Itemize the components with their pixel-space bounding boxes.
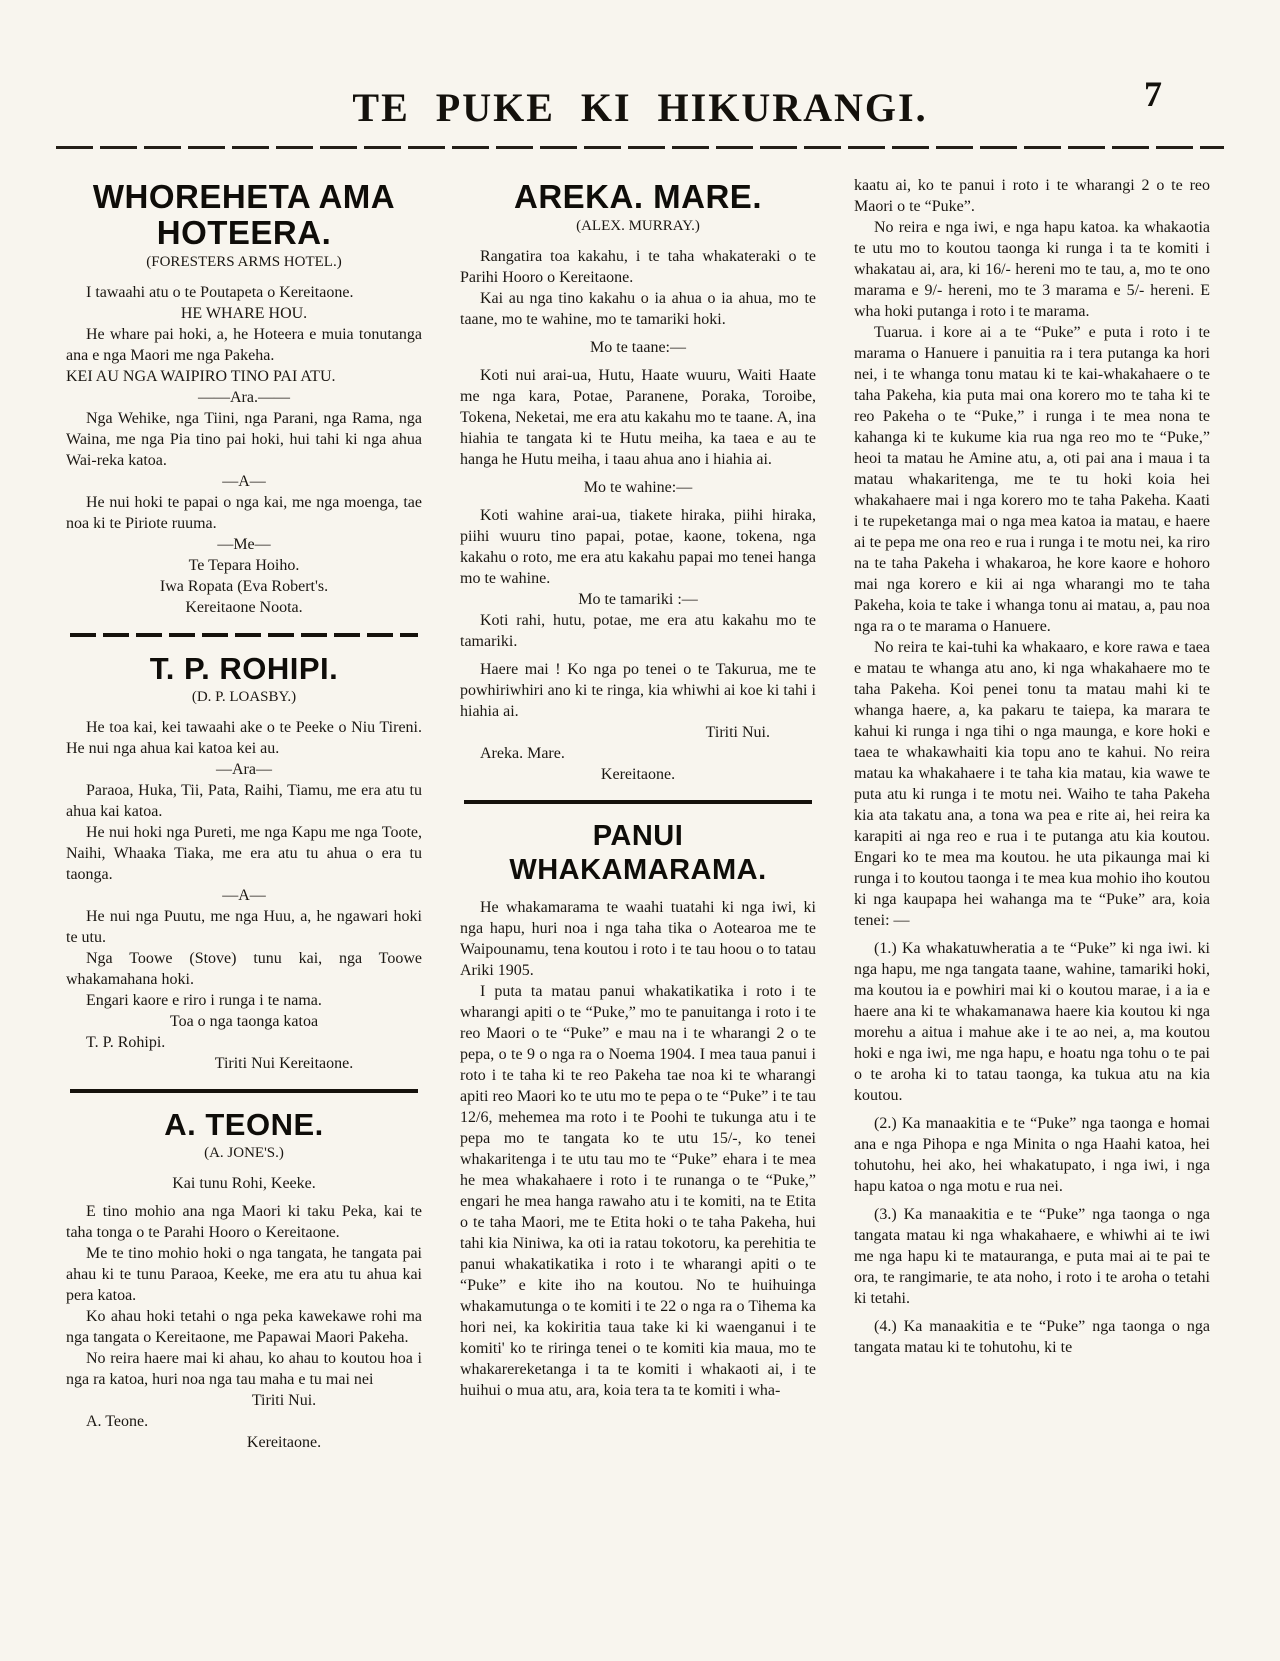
section-dash-label: —A— (222, 887, 266, 904)
paragraph: KEI AU NGA WAIPIRO TINO PAI ATU. (66, 368, 336, 385)
numbered-paragraph: (1.) Ka whakatuwheratia a te “Puke” ki nga iwi. ki nga hapu, me nga tangata taane, wahine, tamariki hoki, ma koutou ia e powhiri mai ki o koutou marae, i a ia e haere ana ki te whakamanawa haere kia koutou ki nga morehu a aitua i mahue ake i te ao nei, a, ma koutou hoki e nga iwi, me nga hapu, e hoatu nga tohu o te pai o te aroha ki to tatau taonga, ka tukua atu na kia koutou. (854, 940, 1210, 1104)
paragraph: He nui hoki te papai o nga kai, me nga moenga, tae noa ki te Piriote ruuma. (66, 494, 422, 532)
divider-rule (70, 1089, 418, 1093)
signature-line: A. Teone. (86, 1413, 149, 1430)
paragraph: I tawaahi atu o te Poutapeta o Kereitaone. (86, 284, 354, 301)
paragraph: Nga Toowe (Stove) tunu kai, nga Toowe whakamahana hoki. (66, 950, 422, 988)
divider-rule (70, 633, 418, 637)
column-1 (66, 175, 422, 1453)
signature-line: Iwa Ropata (Eva Robert's. (159, 578, 329, 595)
article-title (66, 179, 422, 251)
signature-line: Te Tepara Hoiho. (188, 557, 300, 574)
page-number: 7 (1144, 74, 1162, 114)
paragraph: Me te tino mohio hoki o nga tangata, he tangata pai ahau ki te tunu Paraoa, Keeke, me era atu tu ahua kai pera katoa. (66, 1245, 422, 1304)
paragraph: He toa kai, kei tawaahi ake o te Peeke o Niu Tireni. He nui nga ahua kai katoa kei au. (66, 719, 422, 757)
article-areka-mare (460, 179, 816, 785)
paragraph: Rangatira toa kakahu, i te taha whakateraki o te Parihi Hooro o Kereitaone. (460, 248, 816, 286)
paragraph: He nui nga Puutu, me nga Huu, a, he ngawari hoki te utu. (66, 908, 422, 946)
column-3 (854, 175, 1210, 1358)
article-subtitle: (A. JONE'S.) (204, 1145, 284, 1161)
signature-line: Tiriti Nui. (251, 1392, 317, 1409)
masthead-title: TE PUKE KI HIKURANGI. (352, 85, 928, 130)
paragraph: Koti rahi, hutu, potae, me era atu kakahu mo te tamariki. (460, 612, 816, 650)
paragraph: He nui hoki nga Pureti, me nga Kapu me nga Toote, Naihi, Whaaka Tiaka, me era atu tu ahua o era tu taonga. (66, 824, 422, 883)
paragraph: Kai au nga tino kakahu o ia ahua o ia ahua, mo te taane, mo te wahine, mo te tamariki hoki. (460, 290, 816, 328)
signature-line: Kereitaone. (600, 766, 676, 783)
article-title: AREKA. MARE. (513, 178, 762, 215)
masthead (0, 0, 1280, 146)
article-foresters-arms-hotel (66, 179, 422, 618)
section-dash-label: ——Ara.—— (198, 389, 290, 406)
article-panui-whakamarama (460, 819, 816, 1401)
section-dash-label: —Ara— (216, 761, 272, 778)
section-dash-label: —A— (222, 473, 266, 490)
paragraph: kaatu ai, ko te panui i roto i te wharangi 2 o te reo Maori o te “Puke”. (854, 177, 1210, 215)
paragraph: Koti nui arai-ua, Hutu, Haate wuuru, Waiti Haate me nga kara, Potae, Paranene, Poraka, Toroibe, Tokena, Neketai, me era atu kakahu mo te taane. A, ina hiahia te tangata ki te Hutu meiha, ka taea e au te hanga he Hutu meiha, i taau ahua ano i hiahia ai. (460, 367, 816, 468)
numbered-paragraph: (3.) Ka manaakitia e te “Puke” nga taonga o nga tangata matau ki nga whakahaere, e whiwhi ai te iwi me nga hapu ki te matauranga, e puta mai ai te pai te ora, te rangimarie, te ata noho, i roto i te aroha o tetahi ki tetahi. (854, 1206, 1210, 1307)
paragraph: No reira haere mai ki ahau, ko ahau to koutou hoa i nga ra katoa, huri noa nga tau maha e tu mai nei (66, 1350, 422, 1388)
article-subtitle: (D. P. LOASBY.) (191, 689, 297, 705)
paragraph: Kai tunu Rohi, Keeke. (172, 1175, 316, 1192)
article-title: PANUI WHAKAMARAMA. (509, 820, 767, 886)
signature-line: Kereitaone. (246, 1434, 322, 1451)
article-t-p-rohipi (66, 652, 422, 1074)
paragraph: HE WHARE HOU. (180, 305, 308, 322)
paragraph: E tino mohio ana nga Maori ki taku Peka, kai te taha tonga o te Parahi Hooro o Kereitaone. (66, 1203, 422, 1241)
paragraph: No reira e nga iwi, e nga hapu katoa. ka whakaotia te utu mo to koutou taonga ki runga i ta te komiti i whakatau ai, ara, ki 16/- hereni mo te tau, a, mo te ono marama e 9/- hereni, mo te 3 marama e 5/- hereni. E wha hoki putanga i roto i te marama. (854, 219, 1210, 320)
signature-line: T. P. Rohipi. (86, 1034, 166, 1051)
article-title-line: HOTEERA. (156, 214, 332, 251)
signature-line: Tiriti Nui Kereitaone. (214, 1055, 354, 1072)
article-title-line: WHOREHETA AMA (92, 178, 396, 215)
paragraph: No reira te kai-tuhi ka whakaaro, e kore rawa e taea e matau te whanga atu ano, ki nga whakahaere mo te taha Pakeha. Koi penei tonu ta matau mahi ki te whanga haere, a, ka pakaru te taiepa, ka marara te kahui ki runga i nga tihi o nga maunga, e kore hoki e taea te whakawhaiti kia topu ano te kahui. No reira matau ka whakahaere i te taha kia matau, kia wawe te puta atu ki runga i te motu nei. Waiho te taha Pakeha kia ata takatu ana, a tona wa pea e rite ai, hei reira ka karapiti ai nga reo e rua i te putanga atu kia koutou. Engari ko te mea ma koutou. he uta pikaunga mai ki runga i to koutou taonga i te mea kua mohio iho koutou ki nga kaupapa hei wahanga ma te “Puke” ara, koia tenei: — (854, 639, 1210, 929)
article-subtitle: (FORESTERS ARMS HOTEL.) (146, 254, 342, 270)
article-a-teone (66, 1108, 422, 1453)
paragraph: He whare pai hoki, a, he Hoteera e muia tonutanga ana e nga Maori me nga Pakeha. (66, 326, 422, 364)
section-dash-label: —Me— (217, 536, 271, 553)
signature-line: Toa o nga taonga katoa (169, 1013, 319, 1030)
paragraph: Paraoa, Huka, Tii, Pata, Raihi, Tiamu, me era atu tu ahua kai katoa. (66, 782, 422, 820)
article-title: T. P. ROHIPI. (149, 651, 339, 686)
paragraph: Nga Wehike, nga Tiini, nga Parani, nga Rama, nga Waina, me nga Pia tino pai hoki, hui tahi ki nga ahua Wai-reka katoa. (66, 410, 422, 469)
section-label: Mo te taane:— (590, 339, 686, 356)
signature-line: Kereitaone Noota. (185, 599, 303, 616)
article-subtitle: (ALEX. MURRAY.) (576, 218, 700, 234)
paragraph: Haere mai ! Ko nga po tenei o te Takurua, me te powhiriwhiri ano ki te ringa, kia whiwhi ai koe ki tahi i hiahia ai. (460, 661, 816, 720)
paragraph: Tuarua. i kore ai a te “Puke” e puta i roto i te marama o Hanuere i panuitia ra i tera putanga ka hori nei, i te whanga tonu matau ki te kai-whakahaere o te taha Pakeha, kia puta mai ona korero mo te taha ki te reo Pakeha o te “Puke,” i runga i te mea nona te kahanga ki te kukume kia rua nga reo mo te “Puke,” heoi ta matau he Amine atu, a, oti pai ana i maua i ta matau whakaritenga, me te tu hoki koia hei whakahaere mai i nga korero mo te taha Pakeha. Kaati i te rupeketanga mai o nga mea katoa ia matau, e haere ai te pepa me ona reo e rua i runga i te motu nei, ka riro na te taha Pakeha i whakaroa, he kore kaore e hohoro mai nga korero e kii ai nga wharangi mo te taha Pakeha, koia te take i whanga tonu ai matau, a, pau noa nga ra o te marama o Hanuere. (854, 324, 1210, 635)
signature-line: Areka. Mare. (480, 745, 565, 762)
divider-rule (464, 800, 812, 804)
numbered-paragraph: (2.) Ka manaakitia e te “Puke” nga taonga e homai ana e nga Pihopa e nga Minita o nga Haahi katoa, hei tohutohu, hei ako, hei whakatupato, i nga iwi, i nga hapu katoa o nga motu e rua nei. (854, 1115, 1210, 1195)
page-columns (0, 149, 1280, 1453)
paragraph: He whakamarama te waahi tuatahi ki nga iwi, ki nga hapu, huri noa i nga taha tika o Aotearoa me te Waipounamu, tena koutou i roto i te tau hoou o to tatau Ariki 1905. (460, 899, 816, 979)
paragraph: I puta ta matau panui whakatikatika i roto i te wharangi apiti o te “Puke,” mo te panuitanga i roto i te reo Maori o te “Puke” e mau na i te wharangi 2 o te pepa, o te 9 o nga ra o Noema 1904. I mea taua panui i roto i te taha ki te reo Pakeha tae noa ki te wharangi apiti reo Maori ko te utu mo te pepa o te “Puke” i te tau 12/6, mehemea ma roto i te Poohi te tukunga atu i te pepa mo te tangata ko te utu 15/-, ko tenei whakaritenga i te utu tau mo te “Puke” ehara i te mea he mea whakahaere i roto i te runanga o te “Puke,” engari he mea hanga rawaho atu i te komiti, na te Etita o te taha Maori, me te Etita hoki o te taha Pakeha, hui tahi kia Niniwa, ka oti ia ratau tokotoru, ka perehitia te panui whakatikatika i roto i te wharangi apiti o te “Puke” e kite iho na koutou. No te huihuinga whakamutunga o te komiti i te 22 o nga ra o Tihema ka hori nei, ka kokiritia taua take ki ki waenganui i te komiti' ko te riringa tenei o te komiti kia maua, mo te whakarereketanga i ta te komiti i whakaoti ai, i te huihui o mua atu, ara, koia tera ta te komiti i wha- (460, 983, 816, 1399)
section-label: Mo te tamariki :— (578, 591, 698, 608)
column-2 (460, 175, 816, 1401)
paragraph: Ko ahau hoki tetahi o nga peka kawekawe rohi ma nga tangata o Kereitaone, me Papawai Maori Pakeha. (66, 1308, 422, 1346)
signature-line: Tiriti Nui. (705, 724, 770, 741)
numbered-paragraph: (4.) Ka manaakitia e te “Puke” nga taonga o nga tangata matau ki te tohutohu, ki te (854, 1318, 1210, 1356)
paragraph: Engari kaore e riro i runga i te nama. (86, 992, 322, 1009)
section-label: Mo te wahine:— (583, 479, 693, 496)
article-panui-whakamarama-continued (854, 175, 1210, 1358)
article-title: A. TEONE. (164, 1107, 324, 1142)
paragraph: Koti wahine arai-ua, tiakete hiraka, piihi hiraka, piihi wuuru tino papai, potae, kaone, tokena, nga kakahu o roto, me era atu kakahu papai mo tenei hanga mo te wahine. (460, 507, 816, 587)
